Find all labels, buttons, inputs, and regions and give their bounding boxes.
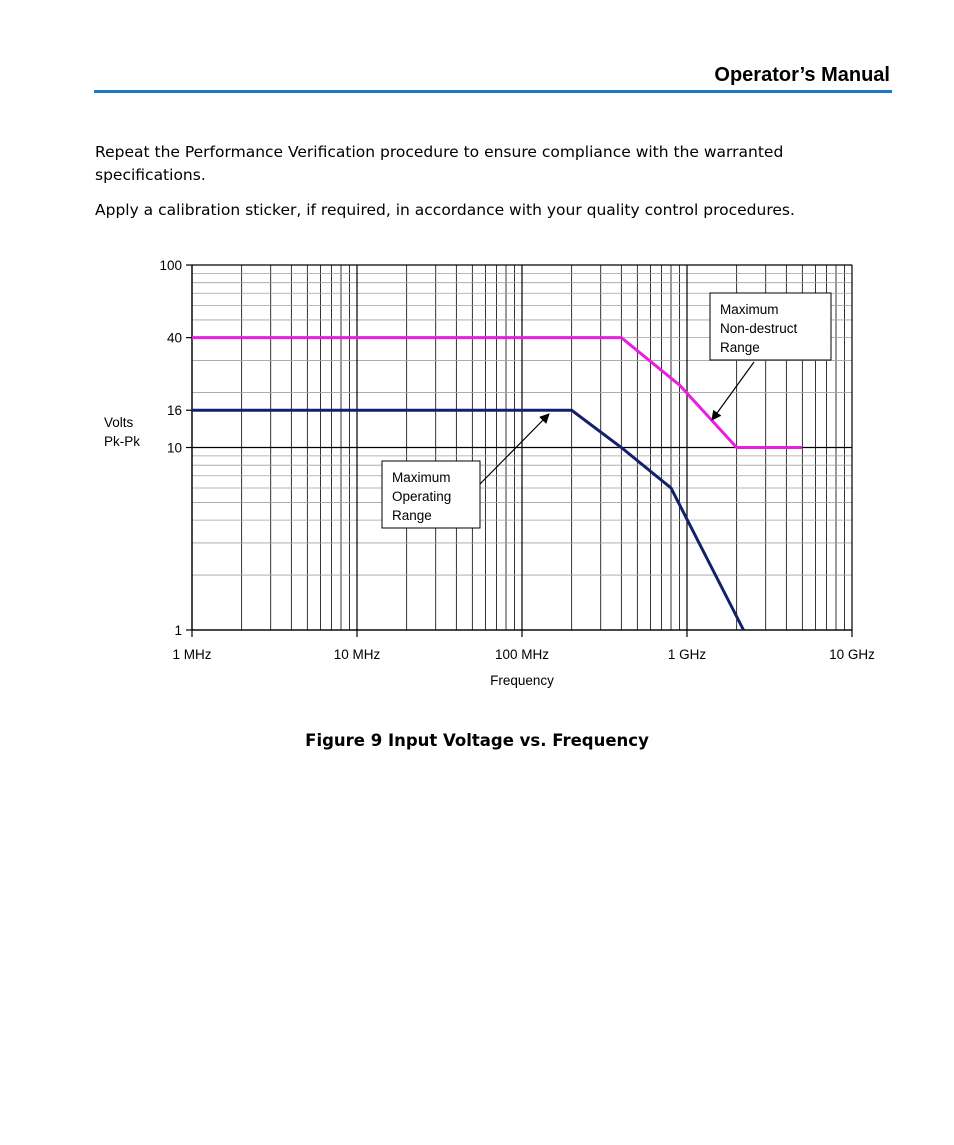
non-destruct-annotation-text: Range: [720, 340, 760, 355]
y-tick-label: 1: [174, 623, 182, 638]
y-tick-label: 10: [166, 440, 182, 456]
figure-caption: Figure 9 Input Voltage vs. Frequency: [305, 731, 649, 750]
x-tick-label: 10 GHz: [829, 647, 875, 662]
y-tick-label: 100: [159, 258, 182, 273]
body-paragraph-1: Repeat the Performance Verification procedure to ensure compliance with the warranted specifications.: [95, 143, 784, 184]
operating-annotation-text: Operating: [392, 489, 452, 504]
operating-annotation-text: Range: [392, 508, 432, 523]
page-header: [94, 64, 892, 92]
x-tick-label: 1 MHz: [172, 647, 212, 662]
non-destruct-annotation-text: Maximum: [720, 302, 779, 317]
chart-container: [90, 248, 900, 698]
y-tick-label: 40: [166, 330, 182, 346]
y-tick-label: 16: [166, 403, 182, 419]
y-axis-label-line-2: Pk-Pk: [104, 434, 141, 449]
x-tick-label: 1 GHz: [667, 647, 707, 662]
x-tick-label: 100 MHz: [494, 647, 550, 662]
operating-annotation-text: Maximum: [392, 470, 451, 485]
voltage-frequency-chart: [90, 248, 900, 698]
x-tick-label: 10 MHz: [333, 647, 381, 662]
body-paragraph-2: Apply a calibration sticker, if required, in accordance with your quality control procedures.: [95, 201, 795, 219]
non-destruct-annotation-text: Non-destruct: [720, 321, 798, 336]
header-title: Operator’s Manual: [714, 64, 890, 86]
header-rule: [94, 90, 892, 93]
x-axis-label: Frequency: [490, 673, 554, 688]
y-axis-label-line-1: Volts: [104, 415, 134, 430]
